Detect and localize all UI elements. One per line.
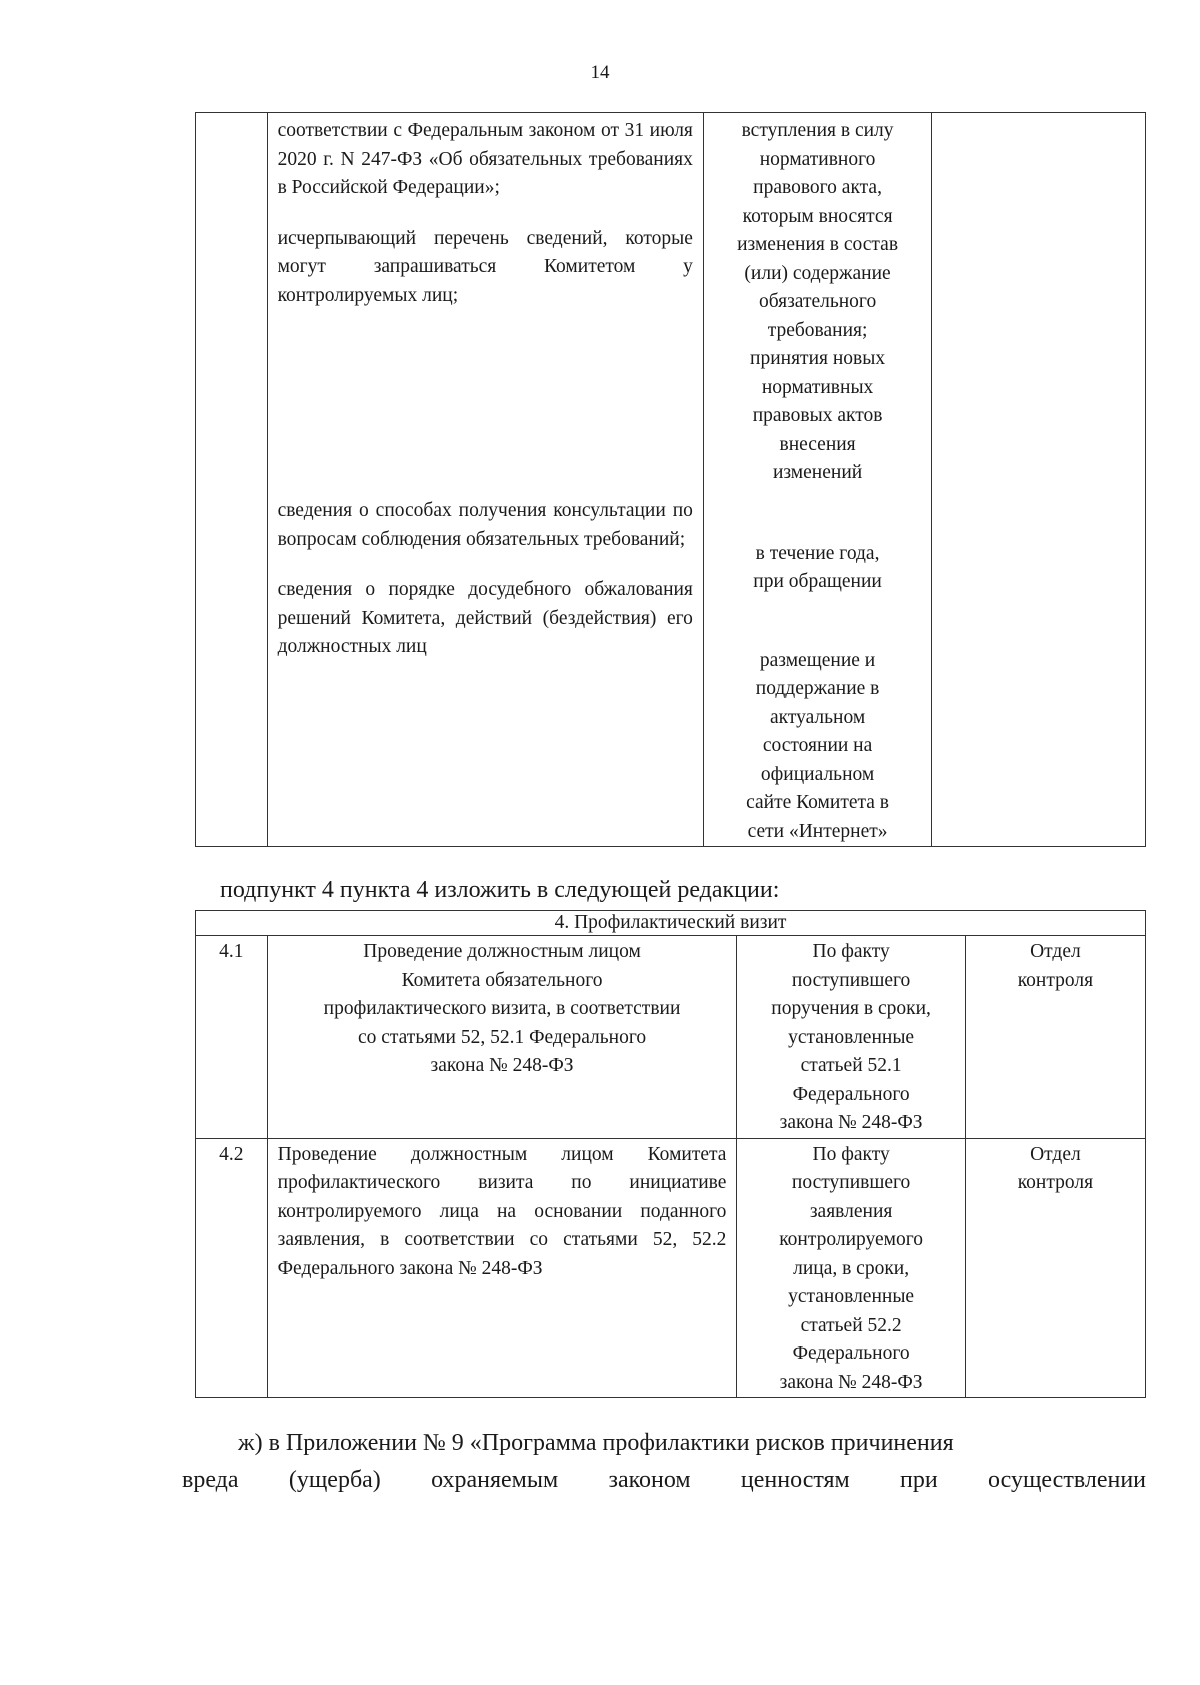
page-number: 14 <box>590 62 610 83</box>
term-text: в течение года, при обращении <box>753 542 882 592</box>
table-title: 4. Профилактический визит <box>196 911 1146 936</box>
paragraph: сведения о способах получения консультации по вопросам соблюдения обязательных требований; <box>277 500 693 550</box>
number-cell <box>196 113 268 847</box>
row-description: Проведение должностным лицом Комитета обязательного профилактического визита, в соответствии со статьями 52, 52.1 Федерального закона № 248-ФЗ <box>267 936 737 1139</box>
paragraph: сведения о порядке досудебного обжалования решений Комитета, действий (бездействия) его должностных лиц <box>277 579 693 657</box>
table-row <box>196 1138 1146 1398</box>
table-row <box>196 936 1146 1139</box>
responsible-cell <box>932 113 1146 847</box>
term-text: вступления в силу нормативного правового акта, которым вносятся изменения в состав (или) содержание обязательного требования; принятия новых нормативных правовых актов внесения изменений <box>737 120 899 483</box>
content-cell <box>267 113 703 847</box>
body-text-line: ж) в Приложении № 9 «Программа профилактики рисков причинения <box>238 1430 954 1456</box>
section-heading: подпункт 4 пункта 4 изложить в следующей редакции: <box>220 877 780 903</box>
term-text: размещение и поддержание в актуальном состоянии на официальном сайте Комитета в сети «Интернет» <box>746 649 890 842</box>
row-responsible: Отдел контроля <box>965 1138 1145 1398</box>
table-row <box>196 113 1146 847</box>
paragraph: исчерпывающий перечень сведений, которые могут запрашиваться Комитетом у контролируемых лиц; <box>277 227 693 306</box>
row-term: По факту поступившего заявления контролируемого лица, в сроки, установленные статьей 52.2 Федерального закона № 248-ФЗ <box>737 1138 965 1398</box>
row-description: Проведение должностным лицом Комитета профилактического визита по инициативе контролируемого лица на основании поданного заявления, в соответствии со статьями 52, 52.2 Федерального закона № 248-ФЗ <box>267 1138 737 1398</box>
row-number: 4.1 <box>196 936 268 1139</box>
prevention-visit-table <box>195 910 1146 1398</box>
row-term: По факту поступившего поручения в сроки, установленные статьей 52.1 Федерального закона № 248-ФЗ <box>737 936 965 1139</box>
row-responsible: Отдел контроля <box>965 936 1145 1139</box>
term-cell <box>703 113 931 847</box>
row-number: 4.2 <box>196 1138 268 1398</box>
measures-table-continued <box>195 112 1146 847</box>
paragraph: соответствии с Федеральным законом от 31 июля 2020 г. N 247-ФЗ «Об обязательных требованиях в Российской Федерации»; <box>277 120 693 198</box>
body-text-line: вреда (ущерба) охраняемым законом ценностям при осуществлении <box>182 1467 1146 1493</box>
table-title-row <box>196 911 1146 936</box>
